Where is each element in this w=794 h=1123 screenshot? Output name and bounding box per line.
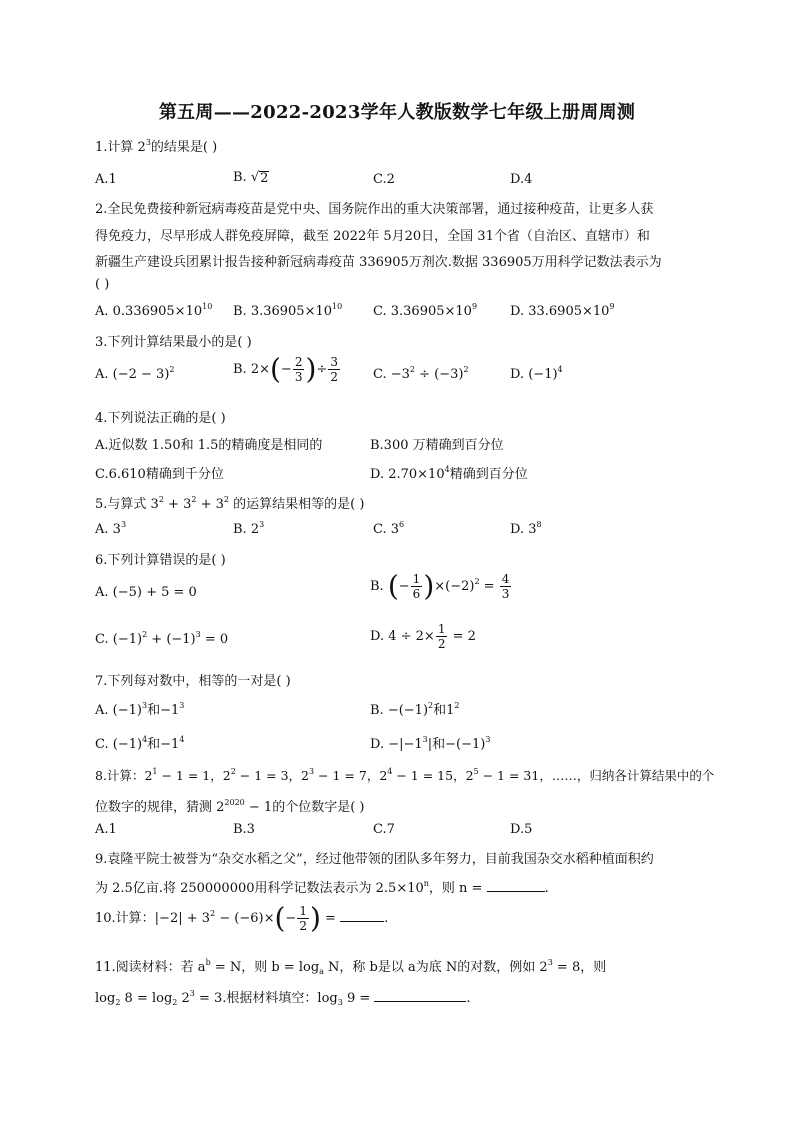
fraction: $\frac{1}{2}$ xyxy=(437,622,446,651)
q1-option-b[interactable]: B. √ 2 xyxy=(233,170,269,186)
answer-blank[interactable] xyxy=(374,989,466,1002)
q10-stem: 10.计算：$|-2| + 3^2 - (-6)\times(-$ $\frac{1}{2}$ ) = . xyxy=(95,901,389,935)
page-title: 第五周——2022-2023学年人教版数学七年级上册周周测 xyxy=(158,102,636,123)
q8-option-c[interactable]: C.7 xyxy=(373,822,395,837)
q5-option-c[interactable]: C. $3^6$ xyxy=(373,520,405,537)
q1-option-a[interactable]: A.1 xyxy=(95,172,117,187)
q6-option-a[interactable]: A. (−5) + 5 = 0 xyxy=(95,585,197,600)
q2-option-d[interactable]: D. $33.6905\times 10^9$ xyxy=(510,302,615,319)
q1-stem: 1.计算 $2^3$的结果是( ) xyxy=(95,138,218,155)
q11-stem-line1: 11.阅读材料：若 $a^b = N$，则 $b = \log_a N$，称 b是以 a为底 N的对数，例如 $2^3 = 8$，则 xyxy=(95,958,607,976)
q6-option-b[interactable]: B. (− $\frac{1}{6}$ )$\times(-2)^2$ = $\frac{4}{3}$ xyxy=(370,569,510,603)
sqrt-symbol: √ 2 xyxy=(250,170,269,186)
q7-stem: 7.下列每对数中，相等的一对是( ) xyxy=(95,674,291,689)
q6-option-c[interactable]: C. $(-1)^2 + (-1)^3 = 0$ xyxy=(95,630,229,647)
q7-option-b[interactable]: B. $-(-1)^2$和$1^2$ xyxy=(370,701,460,718)
answer-blank[interactable] xyxy=(340,909,384,922)
q4-option-b[interactable]: B.300 万精确到百分位 xyxy=(370,438,504,453)
fraction: $\frac{2}{3}$ xyxy=(294,355,303,384)
q11-stem-line2: $\log_2 8 = \log_2 2^3 = 3$.根据材料填空：$\log_3 9$ = . xyxy=(95,989,471,1007)
q4-option-c[interactable]: C.6.610精确到千分位 xyxy=(95,467,224,482)
q6-stem: 6.下列计算错误的是( ) xyxy=(95,553,226,568)
q2-stem-line2: 得免疫力，尽早形成人群免疫屏障，截至 2022年 5月20日，全国 31个省（自治区、直辖市）和 xyxy=(95,229,650,244)
q1-option-d[interactable]: D.4 xyxy=(510,172,533,187)
q2-stem-line1: 2.全民免费接种新冠病毒疫苗是党中央、国务院作出的重大决策部署，通过接种疫苗，让更多人获 xyxy=(95,202,654,217)
q2-option-c[interactable]: C. $3.36905\times 10^9$ xyxy=(373,302,478,319)
q2-stem-line4: ( ) xyxy=(95,277,110,292)
q1-option-c[interactable]: C.2 xyxy=(373,172,395,187)
q5-option-b[interactable]: B. $2^3$ xyxy=(233,520,265,537)
answer-blank[interactable] xyxy=(487,879,545,892)
q3-option-b[interactable]: B. 2×(− $\frac{2}{3}$ )÷ $\frac{3}{2}$ xyxy=(233,352,338,386)
q4-option-d[interactable]: D. $2.70\times 10^4$精确到百分位 xyxy=(370,465,528,482)
q6-option-d[interactable]: D. 4 ÷ 2× $\frac{1}{2}$ = 2 xyxy=(370,622,476,651)
q5-stem: 5.与算式 $3^2 + 3^2 + 3^2$ 的运算结果相等的是( ) xyxy=(95,495,365,512)
q3-option-d[interactable]: D. $(-1)^4$ xyxy=(510,365,563,382)
q8-option-a[interactable]: A.1 xyxy=(95,822,117,837)
fraction: $\frac{1}{6}$ xyxy=(412,572,421,601)
q8-stem-line2: 位数字的规律，猜测 $2^{2020} - 1$的个位数字是( ) xyxy=(95,798,365,815)
q3-option-c[interactable]: C. $-3^2 \div (-3)^2$ xyxy=(373,365,469,382)
q2-stem-line3: 新疆生产建设兵团累计报告接种新冠病毒疫苗 336905万剂次.数据 336905万用科学记数法表示为 xyxy=(95,255,662,270)
q3-stem: 3.下列计算结果最小的是( ) xyxy=(95,335,252,350)
q7-option-c[interactable]: C. $(-1)^4$和$-1^4$ xyxy=(95,735,185,752)
q4-stem: 4.下列说法正确的是( ) xyxy=(95,411,226,426)
fraction: $\frac{1}{2}$ xyxy=(299,904,307,933)
q8-stem-line1: 8.计算：$2^1 - 1 = 1$，$2^2 - 1 = 3$，$2^3 - 1 = 7$，$2^4 - 1 = 15$，$2^5 - 1 = 31$，……，归纳各计算结果中的个 xyxy=(95,767,715,783)
q9-stem-line2: 为 2.5亿亩.将 250000000用科学记数法表示为 $2.5\times 10^n$，则 n = . xyxy=(95,879,549,896)
q7-option-a[interactable]: A. $(-1)^3$和$-1^3$ xyxy=(95,701,185,718)
q8-option-d[interactable]: D.5 xyxy=(510,822,533,837)
fraction: $\frac{3}{2}$ xyxy=(330,355,338,384)
q9-stem-line1: 9.袁隆平院士被誉为“杂交水稻之父”，经过他带领的团队多年努力，目前我国杂交水稻种植面积约 xyxy=(95,852,654,867)
q2-option-a[interactable]: A. $0.336905\times 10^{10}$ xyxy=(95,302,213,319)
q8-option-b[interactable]: B.3 xyxy=(233,822,255,837)
q5-option-a[interactable]: A. $3^3$ xyxy=(95,520,127,537)
q5-option-d[interactable]: D. $3^8$ xyxy=(510,520,542,537)
q2-option-b[interactable]: B. $3.36905\times 10^{10}$ xyxy=(233,302,343,319)
q7-option-d[interactable]: D. $-|-1^3|$和$-(-1)^3$ xyxy=(370,735,491,752)
fraction: $\frac{4}{3}$ xyxy=(501,572,510,601)
q3-option-a[interactable]: A. $(-2 - 3)^2$ xyxy=(95,365,175,382)
q4-option-a[interactable]: A.近似数 1.50和 1.5的精确度是相同的 xyxy=(95,438,323,453)
